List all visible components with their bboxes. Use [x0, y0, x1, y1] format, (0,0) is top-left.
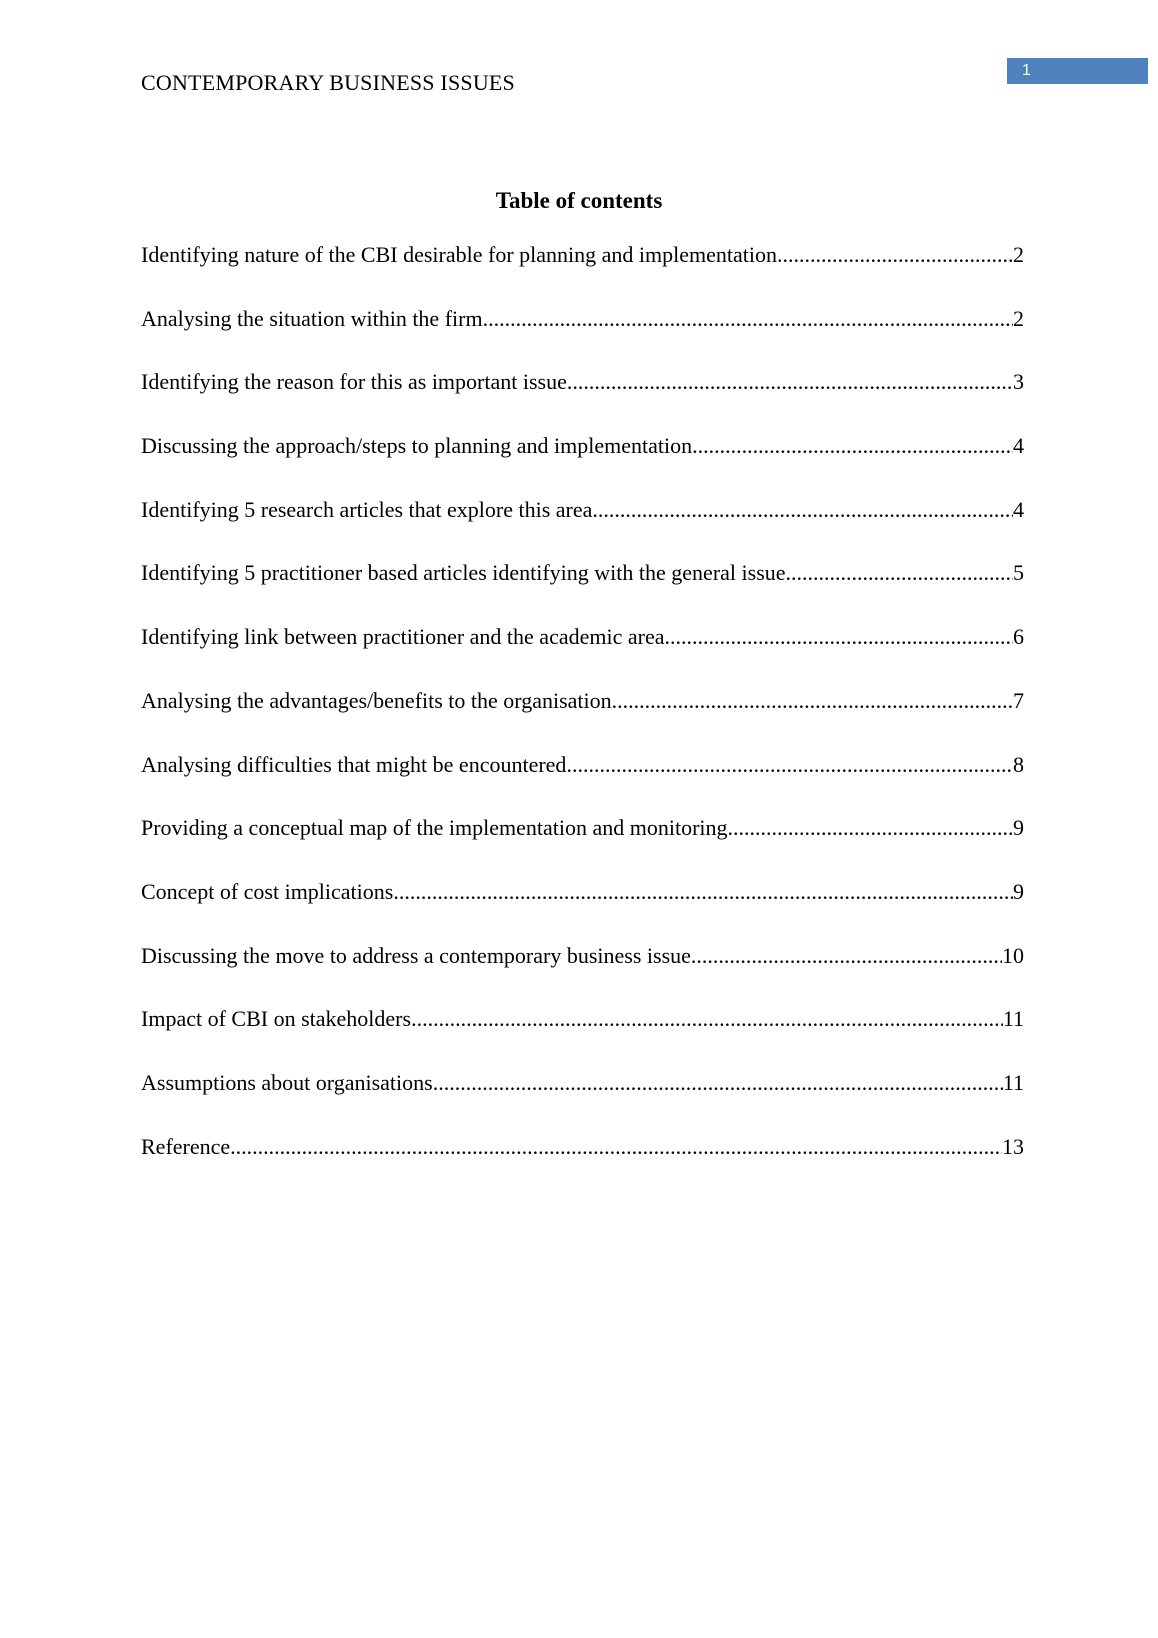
toc-entry-page: 9 — [1013, 878, 1024, 904]
dot-leader — [777, 240, 1013, 270]
toc-entry-page: 9 — [1013, 815, 1024, 841]
page-number-badge — [1007, 58, 1148, 84]
dot-leader — [612, 686, 1013, 716]
toc-entry[interactable] — [141, 304, 1024, 368]
toc-entry[interactable] — [141, 1068, 1024, 1132]
toc-entry-title: Discussing the approach/steps to planning and implementation — [141, 433, 693, 459]
dot-leader — [728, 813, 1013, 843]
dot-leader — [664, 622, 1013, 652]
toc-entry-title: Analysing the situation within the firm — [141, 305, 483, 331]
dot-leader — [592, 495, 1013, 525]
toc-entry[interactable] — [141, 686, 1024, 750]
toc-entry-title: Identifying 5 research articles that explore this area — [141, 496, 593, 522]
toc-entry[interactable] — [141, 431, 1024, 495]
toc-entry-title: Assumptions about organisations — [141, 1069, 433, 1095]
toc-entry-title: Identifying link between practitioner and the academic area — [141, 624, 665, 650]
toc-entry-page: 11 — [1002, 1069, 1024, 1095]
toc-entry[interactable] — [141, 240, 1024, 304]
toc-entry-page: 6 — [1013, 624, 1024, 650]
dot-leader — [567, 367, 1013, 397]
toc-entry-page: 4 — [1013, 496, 1024, 522]
toc-entry[interactable] — [141, 813, 1024, 877]
toc-entry[interactable] — [141, 622, 1024, 686]
toc-entry-title: Analysing the advantages/benefits to the organisation — [141, 687, 612, 713]
toc-entry[interactable] — [141, 941, 1024, 1005]
dot-leader — [786, 558, 1013, 588]
toc-entry[interactable] — [141, 1132, 1024, 1196]
toc-entry[interactable] — [141, 558, 1024, 622]
toc-entry-title: Providing a conceptual map of the implementation and monitoring — [141, 815, 728, 841]
toc-entry-page: 4 — [1013, 433, 1024, 459]
dot-leader — [433, 1068, 1003, 1098]
toc-entry-title: Identifying 5 practitioner based articles identifying with the general issue — [141, 560, 786, 586]
dot-leader — [691, 941, 1002, 971]
toc-entry-page: 2 — [1013, 242, 1024, 267]
toc-entry-page: 10 — [1002, 942, 1024, 968]
dot-leader — [230, 1132, 1002, 1162]
toc-entry-page: 2 — [1013, 305, 1024, 331]
toc-entry[interactable] — [141, 750, 1024, 814]
toc-entry-page: 5 — [1013, 560, 1024, 586]
toc-entry-page: 3 — [1013, 369, 1024, 395]
dot-leader — [483, 304, 1013, 334]
toc-entry[interactable] — [141, 495, 1024, 559]
toc-entry-title: Analysing difficulties that might be encountered — [141, 751, 567, 777]
toc-entry[interactable] — [141, 367, 1024, 431]
toc-entry-title: Identifying the reason for this as important issue — [141, 369, 567, 395]
dot-leader — [393, 877, 1013, 907]
toc-entry-title: Identifying nature of the CBI desirable for planning and implementation — [141, 242, 777, 267]
toc-entry-title: Reference — [141, 1133, 231, 1159]
toc-entry-title: Concept of cost implications — [141, 878, 394, 904]
toc-entry-page: 11 — [1002, 1006, 1024, 1032]
toc-entry-page: 7 — [1013, 687, 1024, 713]
toc-heading: Table of contents — [495, 188, 663, 213]
table-of-contents — [141, 240, 1024, 1195]
dot-leader — [566, 750, 1013, 780]
toc-entry-page: 8 — [1013, 751, 1024, 777]
dot-leader — [411, 1004, 1003, 1034]
toc-entry-title: Discussing the move to address a contemporary business issue — [141, 942, 691, 968]
toc-entry[interactable] — [141, 877, 1024, 941]
page-number: 1 — [1022, 62, 1031, 79]
dot-leader — [692, 431, 1013, 461]
toc-entry-title: Impact of CBI on stakeholders — [141, 1006, 412, 1032]
toc-entry-page: 13 — [1002, 1133, 1024, 1159]
running-header: CONTEMPORARY BUSINESS ISSUES — [141, 70, 515, 95]
toc-entry[interactable] — [141, 1004, 1024, 1068]
